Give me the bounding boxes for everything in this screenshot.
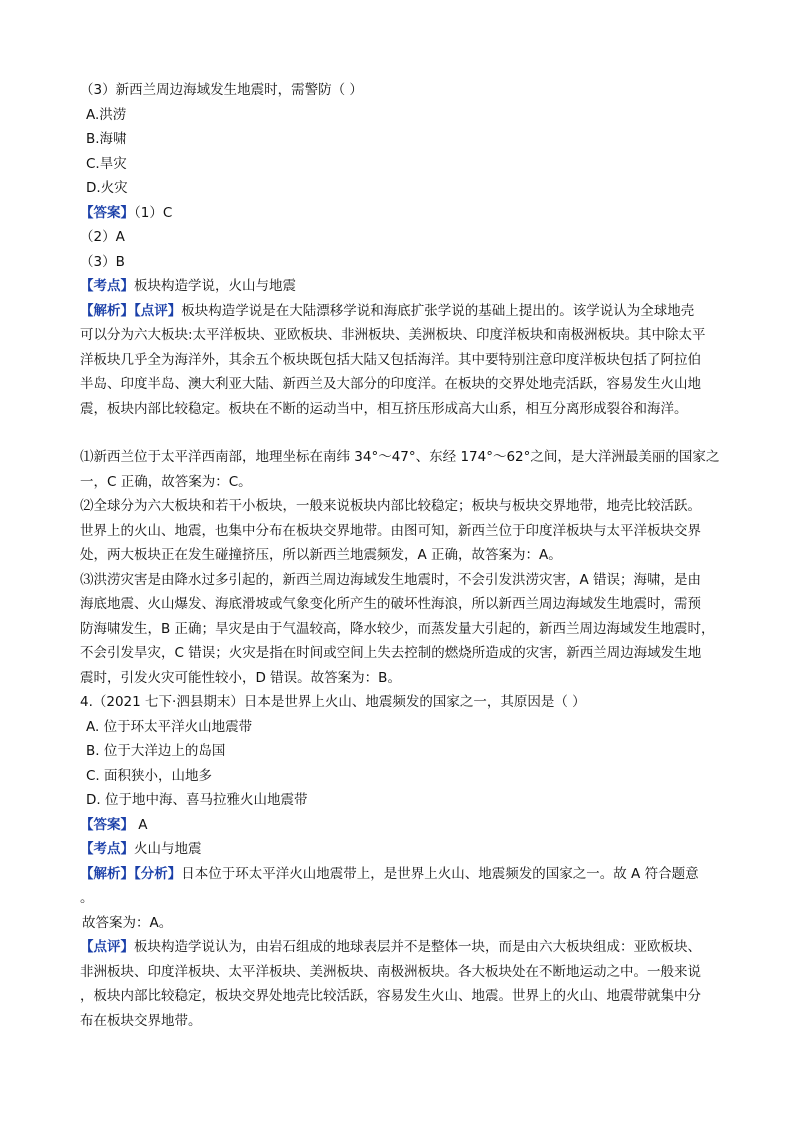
jiexi-text: 板块构造学说是在大陆漂移学说和海底扩张学说的基础上提出的。该学说认为全球地壳 [181, 302, 695, 319]
explain-3-line-3: 防海啸发生，B 正确；旱灾是由于气温较高，降水较少，而蒸发量大引起的，新西兰周边海域发生地震时， [80, 620, 715, 637]
answer-line-q4 [80, 813, 716, 838]
kaodian-tag-q4: 【考点】 [80, 841, 134, 857]
jiexi-q4-line-2: 。 [80, 890, 94, 906]
content-column [80, 78, 720, 1033]
jiexi-line-3: 洋板块几乎全为海洋外，其余五个板块既包括大陆又包括海洋。其中要特别注意印度洋板块包括了阿拉伯 [80, 351, 701, 368]
answer-2: （2）A [80, 229, 125, 245]
dianping-line-3: ，板块内部比较稳定，板块交界处地壳比较活跃，容易发生火山、地震。世界上的火山、地震带就集中分 [80, 988, 701, 1004]
jiexi-line-2: 可以分为六大板块:太平洋板块、亚欧板块、非洲板块、美洲板块、印度洋板块和南极洲板块。其中除太平 [80, 327, 706, 343]
explain-2-line-3: 处，两大板块正在发生碰撞挤压，所以新西兰地震频发，A 正确，故答案为：A。 [80, 547, 562, 563]
answer-q4: A [134, 816, 148, 833]
option-a: A.洪涝 [86, 106, 127, 123]
answer-1: （1）C [134, 204, 173, 221]
question-3-stem: （3）新西兰周边海域发生地震时，需警防（ ） [80, 82, 363, 98]
q4-option-a: A. 位于环太平洋火山地震带 [86, 718, 253, 735]
q4-option-d: D. 位于地中海、喜马拉雅火山地震带 [86, 792, 308, 808]
jiexi-tag-q4: 【解析】【分析】 [80, 865, 182, 882]
jiexi-line-5: 震，板块内部比较稳定。板块在不断的运动当中，相互挤压形成高大山系，相互分离形成裂谷和海洋。 [80, 400, 688, 417]
dianping-line-2: 非洲板块、印度洋板块、太平洋板块、美洲板块、南极洲板块。各大板块处在不断地运动之中。一般来说 [80, 963, 701, 980]
explain-1-line-2: 一，C 正确，故答案为：C。 [80, 473, 252, 490]
jiexi-line-4: 半岛、印度半岛、澳大利亚大陆、新西兰及大部分的印度洋。在板块的交界处地壳活跃，容易发生火山地 [80, 376, 701, 392]
dianping-text: 板块构造学说认为，由岩石组成的地球表层并不是整体一块，而是由六大板块组成：亚欧板块、 [134, 939, 701, 955]
option-b: B.海啸 [86, 131, 127, 147]
q4-option-c: C. 面积狭小，山地多 [86, 767, 213, 784]
jiexi-q4-text: 日本位于环太平洋火山地震带上，是世界上火山、地震频发的国家之一。故 A 符合题意 [181, 865, 699, 882]
kaodian-text: 板块构造学说，火山与地震 [134, 278, 296, 294]
jiexi-tag: 【解析】【点评】 [80, 302, 182, 319]
explain-3-line-5: 震时，引发火灾可能性较小，D 错误。故答案为：B。 [80, 669, 401, 686]
question-4-stem: 4.（2021 七下·泗县期末）日本是世界上火山、地震频发的国家之一，其原因是（ ） [80, 694, 586, 710]
dianping-line-4: 布在板块交界地带。 [80, 1012, 202, 1029]
answer-line [80, 201, 716, 226]
explain-3-line-4: 不会引发旱灾，C 错误；火灾是指在时间或空间上失去控制的燃烧所造成的灾害，新西兰周边海域发生地 [80, 645, 702, 661]
jiexi-q4-line-3: 故答案为：A。 [82, 914, 173, 931]
answer-tag-q4: 【答案】 [80, 816, 134, 833]
dianping-line-1 [80, 935, 716, 960]
option-d: D.火灾 [86, 180, 128, 196]
jiexi-q4-line-1 [80, 862, 716, 887]
dianping-tag: 【点评】 [80, 939, 134, 955]
explain-3-line-2: 海底地震、火山爆发、海底滑坡或气象变化所产生的破坏性海浪，所以新西兰周边海域发生地震时，需预 [80, 596, 701, 612]
explain-2-line-2: 世界上的火山、地震，也集中分布在板块交界地带。由图可知，新西兰位于印度洋板块与太平洋板块交界 [80, 522, 701, 539]
kaodian-line [80, 274, 716, 299]
spacer [80, 421, 716, 445]
q4-option-b: B. 位于大洋边上的岛国 [86, 743, 226, 759]
explain-1-line-1: ⑴新西兰位于太平洋西南部，地理坐标在南纬 34°～47°、东经 174°～62°之间，是大洋洲最美丽的国家之 [80, 449, 720, 465]
explain-2-line-1: ⑵全球分为六大板块和若干小板块，一般来说板块内部比较稳定；板块与板块交界地带，地壳比较活跃。 [80, 498, 701, 514]
kaodian-line-q4 [80, 837, 716, 862]
jiexi-line-1 [80, 299, 716, 324]
explain-3-line-1: ⑶洪涝灾害是由降水过多引起的，新西兰周边海域发生地震时，不会引发洪涝灾害，A 错误；海啸，是由 [80, 571, 702, 588]
answer-3: （3）B [80, 253, 125, 270]
option-c: C.旱灾 [86, 155, 127, 172]
kaodian-tag: 【考点】 [80, 278, 134, 294]
kaodian-text-q4: 火山与地震 [134, 841, 202, 857]
answer-tag: 【答案】 [80, 204, 134, 221]
